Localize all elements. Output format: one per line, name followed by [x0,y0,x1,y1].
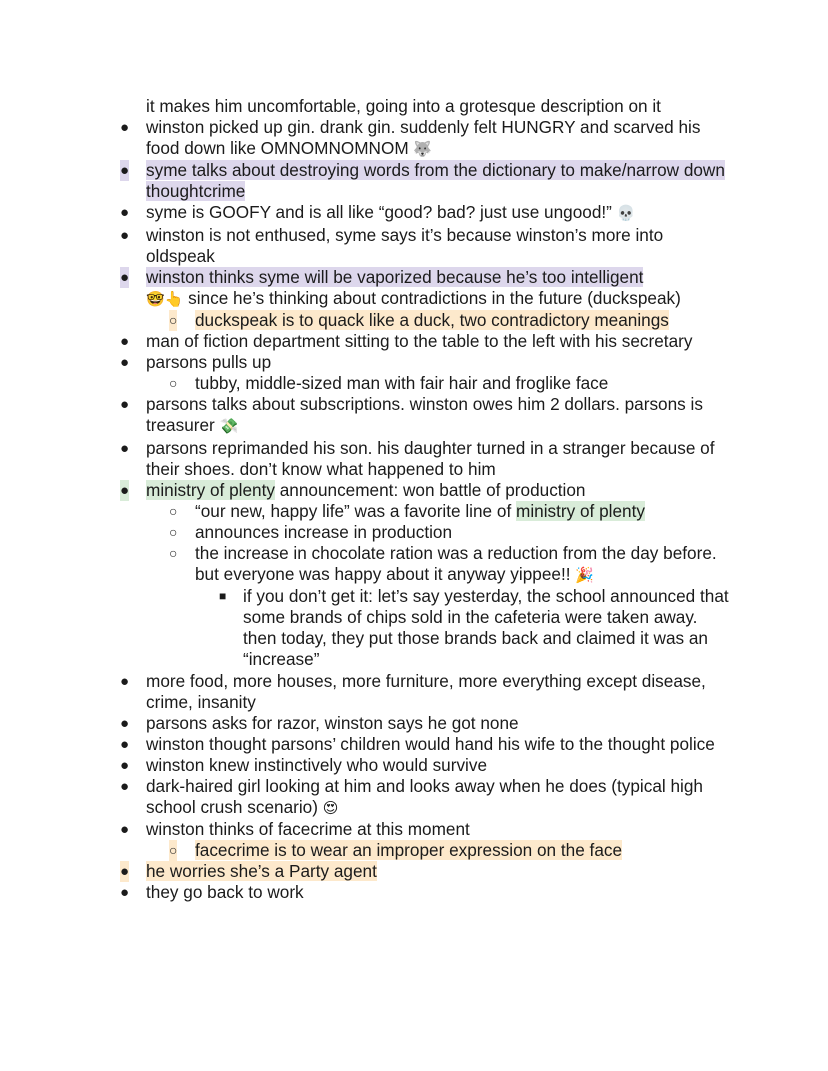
list-item-text: dark-haired girl looking at him and looks away when he does (typical high school crush scenario) [146,776,703,818]
bullet-icon: ● [120,119,130,137]
list-item-text: more food, more houses, more furniture, more everything except disease, crime, insanity [146,670,706,712]
list-item [0,160,728,202]
list-item-text: tubby, middle-sized man with fair hair and froglike face [195,373,609,394]
bullet-icon: ● [120,439,130,457]
list-item-text: announcement: won battle of production [274,479,586,500]
hollow-bullet-icon: ○ [169,310,177,331]
list-item [0,394,728,437]
bullet-icon: ● [120,396,130,414]
list-item [0,352,728,373]
list-item [0,713,728,734]
sub-list-item [0,310,728,331]
list-item-text: announces increase in production [195,521,453,542]
sub-list-item [0,373,728,394]
list-item-text: man of fiction department sitting to the table to the left with his secretary [146,331,693,352]
highlighted-text: ministry of plenty [516,500,645,521]
list-item [0,776,728,819]
wolf-emoji-icon: 🐺 [413,140,433,159]
square-bullet-icon: ■ [219,589,227,604]
list-item [0,882,728,903]
bullet-icon: ● [120,861,129,882]
list-item [0,202,728,224]
list-item-text: “our new, happy life” was a favorite line of [195,500,516,521]
list-item-text: since he’s thinking about contradictions in the future (duckspeak) [188,287,681,308]
bullet-icon: ● [120,354,130,372]
bullet-icon: ● [120,756,130,774]
highlighted-text: ministry of plenty [146,479,275,500]
bullet-icon: ● [120,267,129,288]
bullet-icon: ● [120,333,130,351]
list-item-text: parsons pulls up [146,352,272,373]
highlighted-text: facecrime is to wear an improper expression on the face [195,840,623,861]
sub-list-item [0,840,728,861]
list-item-text: parsons talks about subscriptions. winston owes him 2 dollars. parsons is treasurer [146,394,703,436]
list-item-text: parsons reprimanded his son. his daughter turned in a stranger because of their shoes. don’t know what happened to him [146,437,715,479]
heart-eyes-emoji-icon: 😍 [322,799,339,818]
bullet-icon: ● [120,714,130,732]
list-item-continuation [0,96,728,117]
list-item [0,755,728,776]
bullet-icon: ● [120,480,129,501]
list-item [0,861,728,882]
highlighted-text: duckspeak is to quack like a duck, two contradictory meanings [195,309,669,330]
skull-emoji-icon: 💀 [616,204,636,223]
list-item-text: winston thought parsons’ children would hand his wife to the thought police [146,733,715,754]
notes-list [0,96,828,904]
bullet-icon: ● [120,735,130,753]
sub-list-item [0,522,728,543]
bullet-icon: ● [120,204,130,222]
bullet-icon: ● [120,226,130,244]
hollow-bullet-icon: ○ [169,375,178,392]
hollow-bullet-icon: ○ [169,840,177,861]
bullet-icon: ● [120,884,130,902]
hollow-bullet-icon: ○ [169,523,178,540]
party-popper-emoji-icon: 🎉 [575,566,594,585]
bullet-icon: ● [120,821,130,839]
list-item [0,225,728,267]
hollow-bullet-icon: ○ [169,502,178,519]
nerd-pointing-emoji-icon: 🤓👆 [146,289,184,308]
list-item-text: syme is GOOFY and is all like “good? bad? just use ungood!” [146,202,612,223]
sub-sub-list-item [0,586,733,670]
list-item-text: if you don’t get it: let’s say yesterday, the school announced that some brands of chips sold in the cafeteria were taken away. then today, they put those brands back and claimed it was an “increase” [243,586,729,670]
sub-list-item [0,501,728,522]
list-item-text: they go back to work [146,882,304,903]
list-item-text: winston is not enthused, syme says it’s because winston’s more into oldspeak [146,224,664,266]
list-item-text: the increase in chocolate ration was a reduction from the day before. but everyone was happy about it anyway yippee!! [195,542,717,585]
hollow-bullet-icon: ○ [169,544,178,561]
highlighted-text: syme talks about destroying words from the dictionary to make/narrow down thoughtcrime [146,160,725,202]
highlighted-text: he worries she’s a Party agent [146,861,377,882]
highlighted-text: winston thinks syme will be vaporized because he’s too intelligent [146,266,644,287]
list-item [0,734,728,755]
list-item [0,331,728,352]
list-item-text: winston knew instinctively who would survive [146,754,488,775]
sub-list-item [0,543,728,586]
list-item [0,819,728,840]
list-item [0,267,728,310]
list-item-text: parsons asks for razor, winston says he got none [146,712,519,733]
bullet-icon: ● [120,778,130,795]
list-item [0,671,728,713]
list-item [0,480,728,501]
bullet-icon: ● [120,160,129,181]
money-emoji-icon: 💸 [219,417,239,436]
list-item-text: winston picked up gin. drank gin. suddenly felt HUNGRY and scarved his food down like OMNOMNOMNOM [146,117,701,159]
list-item [0,438,728,480]
bullet-icon: ● [120,672,130,690]
list-item-text: winston thinks of facecrime at this moment [146,819,470,840]
list-item-text: it makes him uncomfortable, going into a grotesque description on it [146,96,661,116]
list-item [0,117,728,160]
